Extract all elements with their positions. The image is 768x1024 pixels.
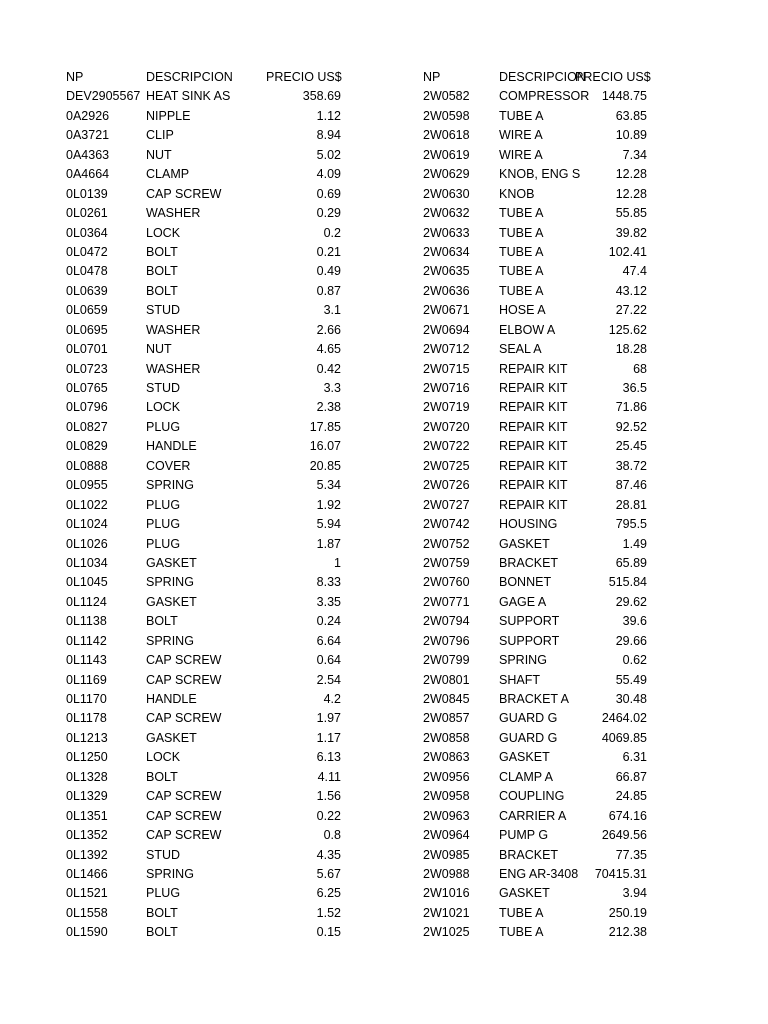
description-cell: BOLT xyxy=(146,614,178,629)
header-np: NP xyxy=(423,70,441,84)
part-number-cell: 0L1178 xyxy=(66,711,107,726)
part-number-cell: 2W0629 xyxy=(423,167,470,182)
description-cell: BRACKET A xyxy=(499,692,569,706)
description-cell: HANDLE xyxy=(146,692,197,706)
description-cell: SHAFT xyxy=(499,672,540,687)
part-number-cell: 0L1466 xyxy=(66,866,108,881)
price-cell: 0.29 xyxy=(316,206,341,221)
description-cell: STUD xyxy=(146,381,181,395)
description-cell: PUMP G xyxy=(499,828,549,843)
description-cell: REPAIR KIT xyxy=(499,478,568,493)
header-precio: PRECIO US$ xyxy=(575,70,651,84)
description-cell: TUBE A xyxy=(499,925,544,940)
part-number-cell: 2W0635 xyxy=(423,264,470,279)
price-cell: 6.25 xyxy=(316,886,341,901)
price-cell: 30.48 xyxy=(615,692,647,706)
part-number-cell: 2W0759 xyxy=(423,555,470,570)
price-cell: 24.85 xyxy=(615,789,647,804)
description-cell: COUPLING xyxy=(499,789,565,804)
header-precio: PRECIO US$ xyxy=(266,70,342,84)
price-cell: 0.42 xyxy=(316,361,341,376)
price-cell: 25.45 xyxy=(615,439,647,454)
description-cell: NUT xyxy=(146,342,172,357)
price-cell: 65.89 xyxy=(615,555,647,570)
part-number-cell: 2W0742 xyxy=(423,517,470,532)
price-cell: 39.6 xyxy=(622,614,647,629)
description-cell: COMPRESSOR xyxy=(499,89,590,104)
part-number-cell: 0L0364 xyxy=(66,225,108,240)
part-number-cell: 0L1034 xyxy=(66,555,108,570)
description-cell: CLAMP A xyxy=(499,769,553,784)
description-cell: HOUSING xyxy=(499,517,558,532)
price-cell: 12.28 xyxy=(615,167,647,182)
part-number-cell: 2W0582 xyxy=(423,89,470,104)
price-cell: 92.52 xyxy=(615,419,647,434)
part-number-cell: 0L0261 xyxy=(66,206,108,221)
price-cell: 28.81 xyxy=(615,497,647,512)
part-number-cell: 0L0955 xyxy=(66,478,108,493)
description-cell: CAP SCREW xyxy=(146,789,222,804)
description-cell: WASHER xyxy=(146,206,201,221)
price-cell: 125.62 xyxy=(608,322,647,337)
part-number-cell: 0L1213 xyxy=(66,730,108,745)
price-cell: 0.49 xyxy=(316,264,341,279)
price-cell: 2464.02 xyxy=(601,711,647,726)
description-cell: BOLT xyxy=(146,925,178,940)
part-number-cell: 2W0863 xyxy=(423,750,470,765)
part-number-cell: 2W0632 xyxy=(423,206,470,221)
description-cell: SPRING xyxy=(146,478,194,493)
part-number-cell: 2W0963 xyxy=(423,808,470,823)
part-number-cell: 2W1025 xyxy=(423,925,470,940)
description-cell: NIPPLE xyxy=(146,108,191,123)
description-cell: CLAMP xyxy=(146,167,190,182)
description-cell: CAP SCREW xyxy=(146,808,222,823)
price-cell: 674.16 xyxy=(608,808,647,823)
description-cell: STUD xyxy=(146,847,181,862)
part-number-cell: 2W0716 xyxy=(423,381,470,395)
price-cell: 2.38 xyxy=(316,400,341,415)
part-number-cell: 0A2926 xyxy=(66,108,110,123)
part-number-cell: 0L1142 xyxy=(66,633,107,648)
part-number-cell: 0L1026 xyxy=(66,536,108,551)
part-number-cell: 0L0701 xyxy=(66,342,108,357)
part-number-cell: 0L1024 xyxy=(66,517,108,532)
description-cell: BOLT xyxy=(146,264,178,279)
part-number-cell: 0L1169 xyxy=(66,672,107,687)
description-cell: WASHER xyxy=(146,361,201,376)
description-cell: REPAIR KIT xyxy=(499,439,568,454)
description-cell: GUARD G xyxy=(499,730,558,745)
description-cell: PLUG xyxy=(146,536,181,551)
price-cell: 29.66 xyxy=(615,633,647,648)
part-number-cell: 0L1521 xyxy=(66,886,108,901)
description-cell: TUBE A xyxy=(499,905,544,920)
part-number-cell: 2W0857 xyxy=(423,711,470,726)
description-cell: BRACKET xyxy=(499,555,559,570)
part-number-cell: 0L1143 xyxy=(66,653,107,668)
price-cell: 66.87 xyxy=(615,769,647,784)
price-cell: 6.13 xyxy=(316,750,341,765)
description-cell: SPRING xyxy=(146,575,194,590)
price-cell: 87.46 xyxy=(615,478,647,493)
header-descripcion: DESCRIPCION xyxy=(499,70,586,84)
part-number-cell: 2W0634 xyxy=(423,244,470,259)
price-cell: 0.8 xyxy=(323,828,341,843)
description-cell: KNOB xyxy=(499,186,535,201)
description-cell: PLUG xyxy=(146,886,181,901)
description-cell: PLUG xyxy=(146,497,181,512)
price-cell: 36.5 xyxy=(622,381,647,395)
price-cell: 3.94 xyxy=(622,886,647,901)
description-cell: NUT xyxy=(146,147,172,162)
part-number-cell: 0L0888 xyxy=(66,458,108,473)
price-cell: 250.19 xyxy=(608,905,647,920)
price-cell: 17.85 xyxy=(309,419,341,434)
part-number-cell: 2W0752 xyxy=(423,536,470,551)
price-cell: 0.24 xyxy=(316,614,341,629)
price-cell: 0.22 xyxy=(316,808,341,823)
description-cell: BOLT xyxy=(146,905,178,920)
part-number-cell: 2W0771 xyxy=(423,594,470,609)
part-number-cell: 2W0858 xyxy=(423,730,470,745)
description-cell: GAGE A xyxy=(499,594,547,609)
price-cell: 0.15 xyxy=(316,925,341,940)
part-number-cell: 0L1352 xyxy=(66,828,108,843)
part-number-cell: 2W0619 xyxy=(423,147,470,162)
part-number-cell: DEV2905567 xyxy=(66,89,141,104)
part-number-cell: 2W0799 xyxy=(423,653,470,668)
part-number-cell: 2W0694 xyxy=(423,322,470,337)
price-cell: 55.85 xyxy=(615,206,647,221)
price-cell: 5.34 xyxy=(316,478,341,493)
part-number-cell: 0A3721 xyxy=(66,128,110,143)
description-cell: REPAIR KIT xyxy=(499,361,568,376)
description-cell: WASHER xyxy=(146,322,201,337)
price-cell: 71.86 xyxy=(615,400,647,415)
part-number-cell: 2W0956 xyxy=(423,769,470,784)
description-cell: SEAL A xyxy=(499,342,542,357)
price-cell: 795.5 xyxy=(615,517,647,532)
price-cell: 47.4 xyxy=(622,264,647,279)
part-number-cell: 0L1138 xyxy=(66,614,107,629)
price-cell: 3.35 xyxy=(316,594,341,609)
description-cell: ENG AR-3408 xyxy=(499,866,579,881)
part-number-cell: 0L1329 xyxy=(66,789,108,804)
part-number-cell: 2W0598 xyxy=(423,108,470,123)
price-cell: 1 xyxy=(334,555,341,570)
description-cell: LOCK xyxy=(146,225,181,240)
price-cell: 1.49 xyxy=(622,536,647,551)
part-number-cell: 2W0633 xyxy=(423,225,470,240)
part-number-cell: 0L0827 xyxy=(66,419,108,434)
description-cell: COVER xyxy=(146,458,191,473)
part-number-cell: 2W0985 xyxy=(423,847,470,862)
description-cell: GUARD G xyxy=(499,711,558,726)
price-cell: 29.62 xyxy=(615,594,647,609)
part-number-cell: 0L0139 xyxy=(66,186,108,201)
part-number-cell: 2W0715 xyxy=(423,361,470,376)
part-number-cell: 0L1170 xyxy=(66,692,107,706)
part-number-cell: 2W0794 xyxy=(423,614,470,629)
part-number-cell: 2W0845 xyxy=(423,692,470,706)
part-number-cell: 2W0726 xyxy=(423,478,470,493)
description-cell: LOCK xyxy=(146,400,181,415)
part-number-cell: 0L0765 xyxy=(66,381,108,395)
price-cell: 358.69 xyxy=(302,89,341,104)
description-cell: TUBE A xyxy=(499,264,544,279)
part-number-cell: 0L1351 xyxy=(66,808,108,823)
price-cell: 27.22 xyxy=(615,303,647,318)
description-cell: BRACKET xyxy=(499,847,559,862)
price-cell: 8.94 xyxy=(316,128,341,143)
description-cell: TUBE A xyxy=(499,225,544,240)
description-cell: CAP SCREW xyxy=(146,711,222,726)
price-cell: 2.54 xyxy=(316,672,341,687)
part-number-cell: 0L0478 xyxy=(66,264,108,279)
price-cell: 0.62 xyxy=(622,653,647,668)
part-number-cell: 0L0472 xyxy=(66,244,108,259)
description-cell: REPAIR KIT xyxy=(499,400,568,415)
part-number-cell: 2W0964 xyxy=(423,828,470,843)
part-number-cell: 2W0796 xyxy=(423,633,470,648)
part-number-cell: 2W0719 xyxy=(423,400,470,415)
price-cell: 6.64 xyxy=(316,633,341,648)
description-cell: GASKET xyxy=(146,555,197,570)
part-number-cell: 0L0695 xyxy=(66,322,108,337)
price-cell: 68 xyxy=(633,361,647,376)
part-number-cell: 2W0727 xyxy=(423,497,470,512)
description-cell: TUBE A xyxy=(499,108,544,123)
price-cell: 38.72 xyxy=(615,458,647,473)
description-cell: CAP SCREW xyxy=(146,672,222,687)
price-cell: 1.12 xyxy=(316,108,341,123)
price-cell: 0.64 xyxy=(316,653,341,668)
price-cell: 0.87 xyxy=(316,283,341,298)
description-cell: TUBE A xyxy=(499,244,544,259)
price-cell: 3.3 xyxy=(323,381,341,395)
part-number-cell: 0A4664 xyxy=(66,167,110,182)
price-cell: 1.56 xyxy=(316,789,341,804)
price-cell: 2649.56 xyxy=(601,828,647,843)
price-cell: 39.82 xyxy=(615,225,647,240)
price-cell: 20.85 xyxy=(309,458,341,473)
description-cell: BOLT xyxy=(146,244,178,259)
part-number-cell: 0L1022 xyxy=(66,497,108,512)
description-cell: CLIP xyxy=(146,128,174,143)
description-cell: WIRE A xyxy=(499,147,543,162)
description-cell: BONNET xyxy=(499,575,552,590)
description-cell: REPAIR KIT xyxy=(499,419,568,434)
description-cell: GASKET xyxy=(499,750,550,765)
part-number-cell: 2W1021 xyxy=(423,905,470,920)
description-cell: LOCK xyxy=(146,750,181,765)
price-cell: 4.2 xyxy=(323,692,341,706)
price-cell: 70415.31 xyxy=(594,866,647,881)
description-cell: REPAIR KIT xyxy=(499,381,568,395)
price-cell: 12.28 xyxy=(615,186,647,201)
part-number-cell: 0L1045 xyxy=(66,575,108,590)
description-cell: CAP SCREW xyxy=(146,186,222,201)
description-cell: SUPPORT xyxy=(499,633,560,648)
description-cell: SUPPORT xyxy=(499,614,560,629)
part-number-cell: 0L0829 xyxy=(66,439,108,454)
description-cell: REPAIR KIT xyxy=(499,497,568,512)
part-number-cell: 0L1124 xyxy=(66,594,107,609)
part-number-cell: 0L0796 xyxy=(66,400,108,415)
header-descripcion: DESCRIPCION xyxy=(146,70,233,84)
price-cell: 212.38 xyxy=(608,925,647,940)
part-number-cell: 2W0801 xyxy=(423,672,470,687)
price-cell: 16.07 xyxy=(309,439,341,454)
price-cell: 55.49 xyxy=(615,672,647,687)
part-number-cell: 0L1328 xyxy=(66,769,108,784)
price-cell: 2.66 xyxy=(316,322,341,337)
price-cell: 3.1 xyxy=(323,303,341,318)
description-cell: BOLT xyxy=(146,283,178,298)
price-cell: 1.87 xyxy=(316,536,341,551)
price-cell: 4.09 xyxy=(316,167,341,182)
price-cell: 0.2 xyxy=(323,225,341,240)
part-number-cell: 2W0725 xyxy=(423,458,470,473)
header-np: NP xyxy=(66,70,84,84)
description-cell: HEAT SINK AS xyxy=(146,89,231,104)
price-cell: 1448.75 xyxy=(601,89,647,104)
part-number-cell: 2W0760 xyxy=(423,575,470,590)
description-cell: CARRIER A xyxy=(499,808,567,823)
price-cell: 5.02 xyxy=(316,147,341,162)
price-cell: 4.11 xyxy=(317,769,341,784)
description-cell: SPRING xyxy=(499,653,547,668)
description-cell: CAP SCREW xyxy=(146,653,222,668)
price-cell: 6.31 xyxy=(622,750,647,765)
part-number-cell: 0A4363 xyxy=(66,147,110,162)
part-number-cell: 0L1392 xyxy=(66,847,108,862)
part-number-cell: 0L1250 xyxy=(66,750,108,765)
part-number-cell: 2W1016 xyxy=(423,886,470,901)
description-cell: GASKET xyxy=(499,886,550,901)
part-number-cell: 2W0618 xyxy=(423,128,470,143)
description-cell: TUBE A xyxy=(499,206,544,221)
price-cell: 5.67 xyxy=(316,866,341,881)
price-cell: 1.92 xyxy=(316,497,341,512)
description-cell: GASKET xyxy=(146,594,197,609)
price-cell: 515.84 xyxy=(608,575,647,590)
part-number-cell: 2W0958 xyxy=(423,789,470,804)
price-cell: 18.28 xyxy=(615,342,647,357)
price-cell: 4.65 xyxy=(316,342,341,357)
description-cell: CAP SCREW xyxy=(146,828,222,843)
price-cell: 102.41 xyxy=(608,244,647,259)
description-cell: PLUG xyxy=(146,419,181,434)
description-cell: KNOB, ENG S xyxy=(499,167,581,182)
price-cell: 7.34 xyxy=(622,147,647,162)
part-number-cell: 2W0722 xyxy=(423,439,470,454)
description-cell: HANDLE xyxy=(146,439,197,454)
description-cell: BOLT xyxy=(146,769,178,784)
price-cell: 5.94 xyxy=(316,517,341,532)
description-cell: GASKET xyxy=(499,536,550,551)
description-cell: PLUG xyxy=(146,517,181,532)
price-cell: 1.52 xyxy=(316,905,341,920)
part-number-cell: 0L1590 xyxy=(66,925,108,940)
price-cell: 0.69 xyxy=(316,186,341,201)
price-cell: 10.89 xyxy=(615,128,647,143)
part-number-cell: 2W0671 xyxy=(423,303,470,318)
price-cell: 77.35 xyxy=(615,847,647,862)
part-number-cell: 0L0723 xyxy=(66,361,108,376)
price-cell: 0.21 xyxy=(316,244,341,259)
description-cell: ELBOW A xyxy=(499,322,556,337)
price-cell: 8.33 xyxy=(316,575,341,590)
part-number-cell: 2W0988 xyxy=(423,866,470,881)
part-number-cell: 2W0712 xyxy=(423,342,470,357)
part-number-cell: 2W0630 xyxy=(423,186,470,201)
price-cell: 63.85 xyxy=(615,108,647,123)
description-cell: TUBE A xyxy=(499,283,544,298)
price-cell: 1.17 xyxy=(316,730,341,745)
part-number-cell: 2W0720 xyxy=(423,419,470,434)
description-cell: SPRING xyxy=(146,866,194,881)
price-cell: 1.97 xyxy=(316,711,341,726)
part-number-cell: 0L0639 xyxy=(66,283,108,298)
description-cell: WIRE A xyxy=(499,128,543,143)
description-cell: STUD xyxy=(146,303,181,318)
description-cell: REPAIR KIT xyxy=(499,458,568,473)
description-cell: GASKET xyxy=(146,730,197,745)
price-cell: 4.35 xyxy=(316,847,341,862)
part-number-cell: 0L0659 xyxy=(66,303,108,318)
price-cell: 43.12 xyxy=(615,283,647,298)
description-cell: SPRING xyxy=(146,633,194,648)
price-cell: 4069.85 xyxy=(601,730,647,745)
part-number-cell: 0L1558 xyxy=(66,905,108,920)
description-cell: HOSE A xyxy=(499,303,546,318)
part-number-cell: 2W0636 xyxy=(423,283,470,298)
